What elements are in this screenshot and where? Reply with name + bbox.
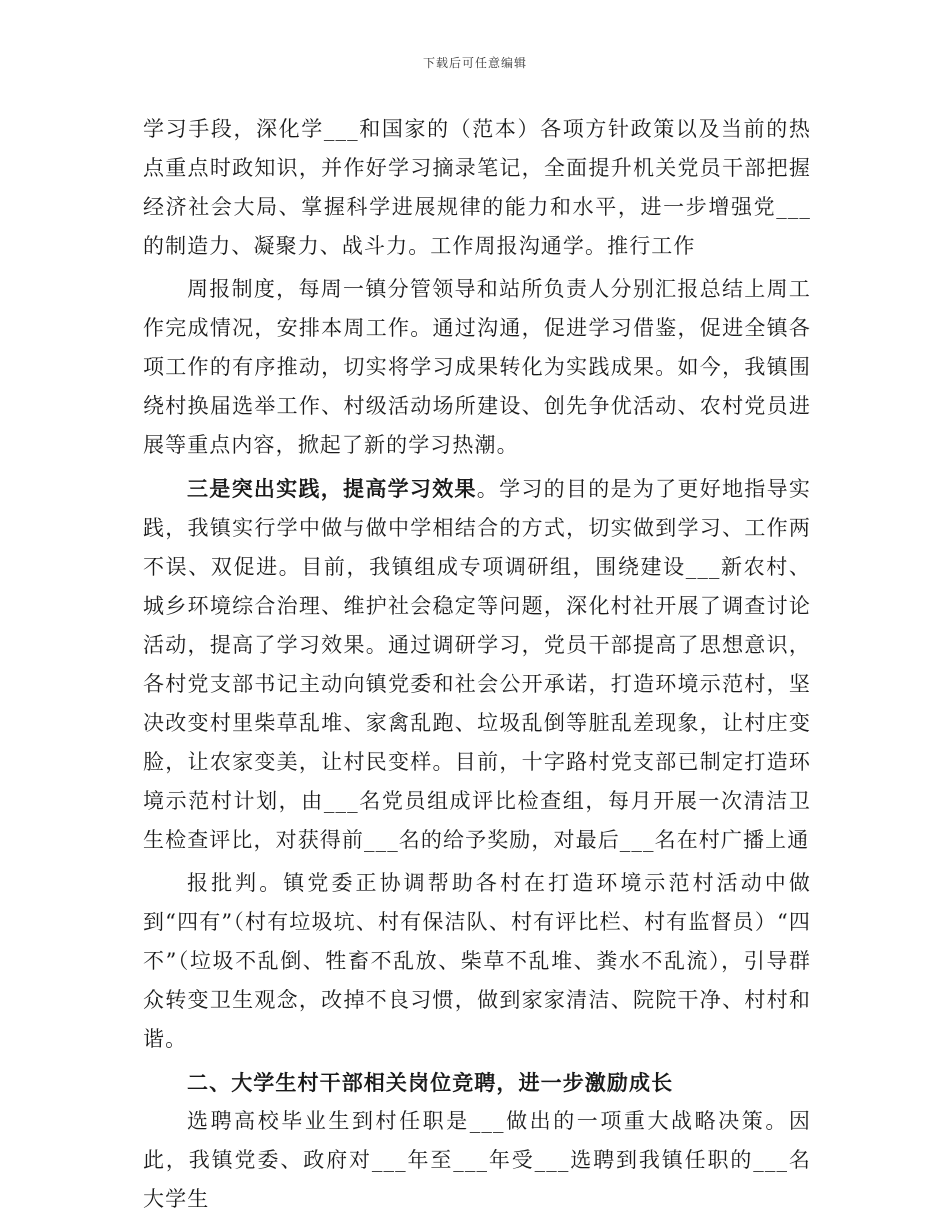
paragraph-3-body: 。学习的目的是为了更好地指导实践，我镇实行学中做与做中学相结合的方式，切实做到学习、工作两不误、双促进。目前，我镇组成专项调研组，围绕建设___新农村、城乡环境综合治理、维护社会稳定等问题，深化村社开展了调查讨论活动，提高了学习效果。通过调研学习，党员干部提高了思想意识，各村党支部书记主动向镇党委和社会公开承诺，打造环境示范村，坚决改变村里柴草乱堆、家禽乱跑、垃圾乱倒等脏乱差现象，让村庄变脸，让农家变美，让村民变样。目前，十字路村党支部已制定打造环境示范村计划，由___名党员组成评比检查组，每月开展一次清洁卫生检查评比，对获得前___名的给予奖励，对最后___名在村广播上通 (143, 477, 811, 852)
section-heading: 二、大学生村干部相关岗位竞聘，进一步激励成长 (187, 1070, 674, 1095)
paragraph-6: 选聘高校毕业生到村任职是___做出的一项重大战略决策。因此，我镇党委、政府对___年至___年受___选聘到我镇任职的___名大学生 (143, 1109, 811, 1211)
paragraph-3 (143, 469, 811, 860)
paragraph-1: 学习手段，深化学___和国家的（范本）各项方针政策以及当前的热点重点时政知识，并作好学习摘录笔记，全面提升机关党员干部把握经济社会大局、掌握科学进展规律的能力和水平，进一步增强党___的制造力、凝聚力、战斗力。工作周报沟通学。推行工作 (143, 117, 811, 258)
paragraph-2: 周报制度，每周一镇分管领导和站所负责人分别汇报总结上周工作完成情况，安排本周工作。通过沟通，促进学习借鉴，促进全镇各项工作的有序推动，切实将学习成果转化为实践成果。如今，我镇围绕村换届选举工作、村级活动场所建设、创先争优活动、农村党员进展等重点内容，掀起了新的学习热潮。 (143, 277, 811, 457)
page-header: 下载后可任意编辑 (422, 56, 527, 70)
paragraph-3-heading: 三是突出实践，提高学习效果 (187, 476, 477, 501)
paragraph-4: 报批判。镇党委正协调帮助各村在打造环境示范村活动中做到“四有”（村有垃圾坑、村有保洁队、村有评比栏、村有监督员）“四不”（垃圾不乱倒、牲畜不乱放、柴草不乱堆、粪水不乱流），引导群众转变卫生观念，改掉不良习惯，做到家家清洁、院院干净、村村和谐。 (143, 871, 811, 1051)
document-body (143, 110, 811, 1219)
